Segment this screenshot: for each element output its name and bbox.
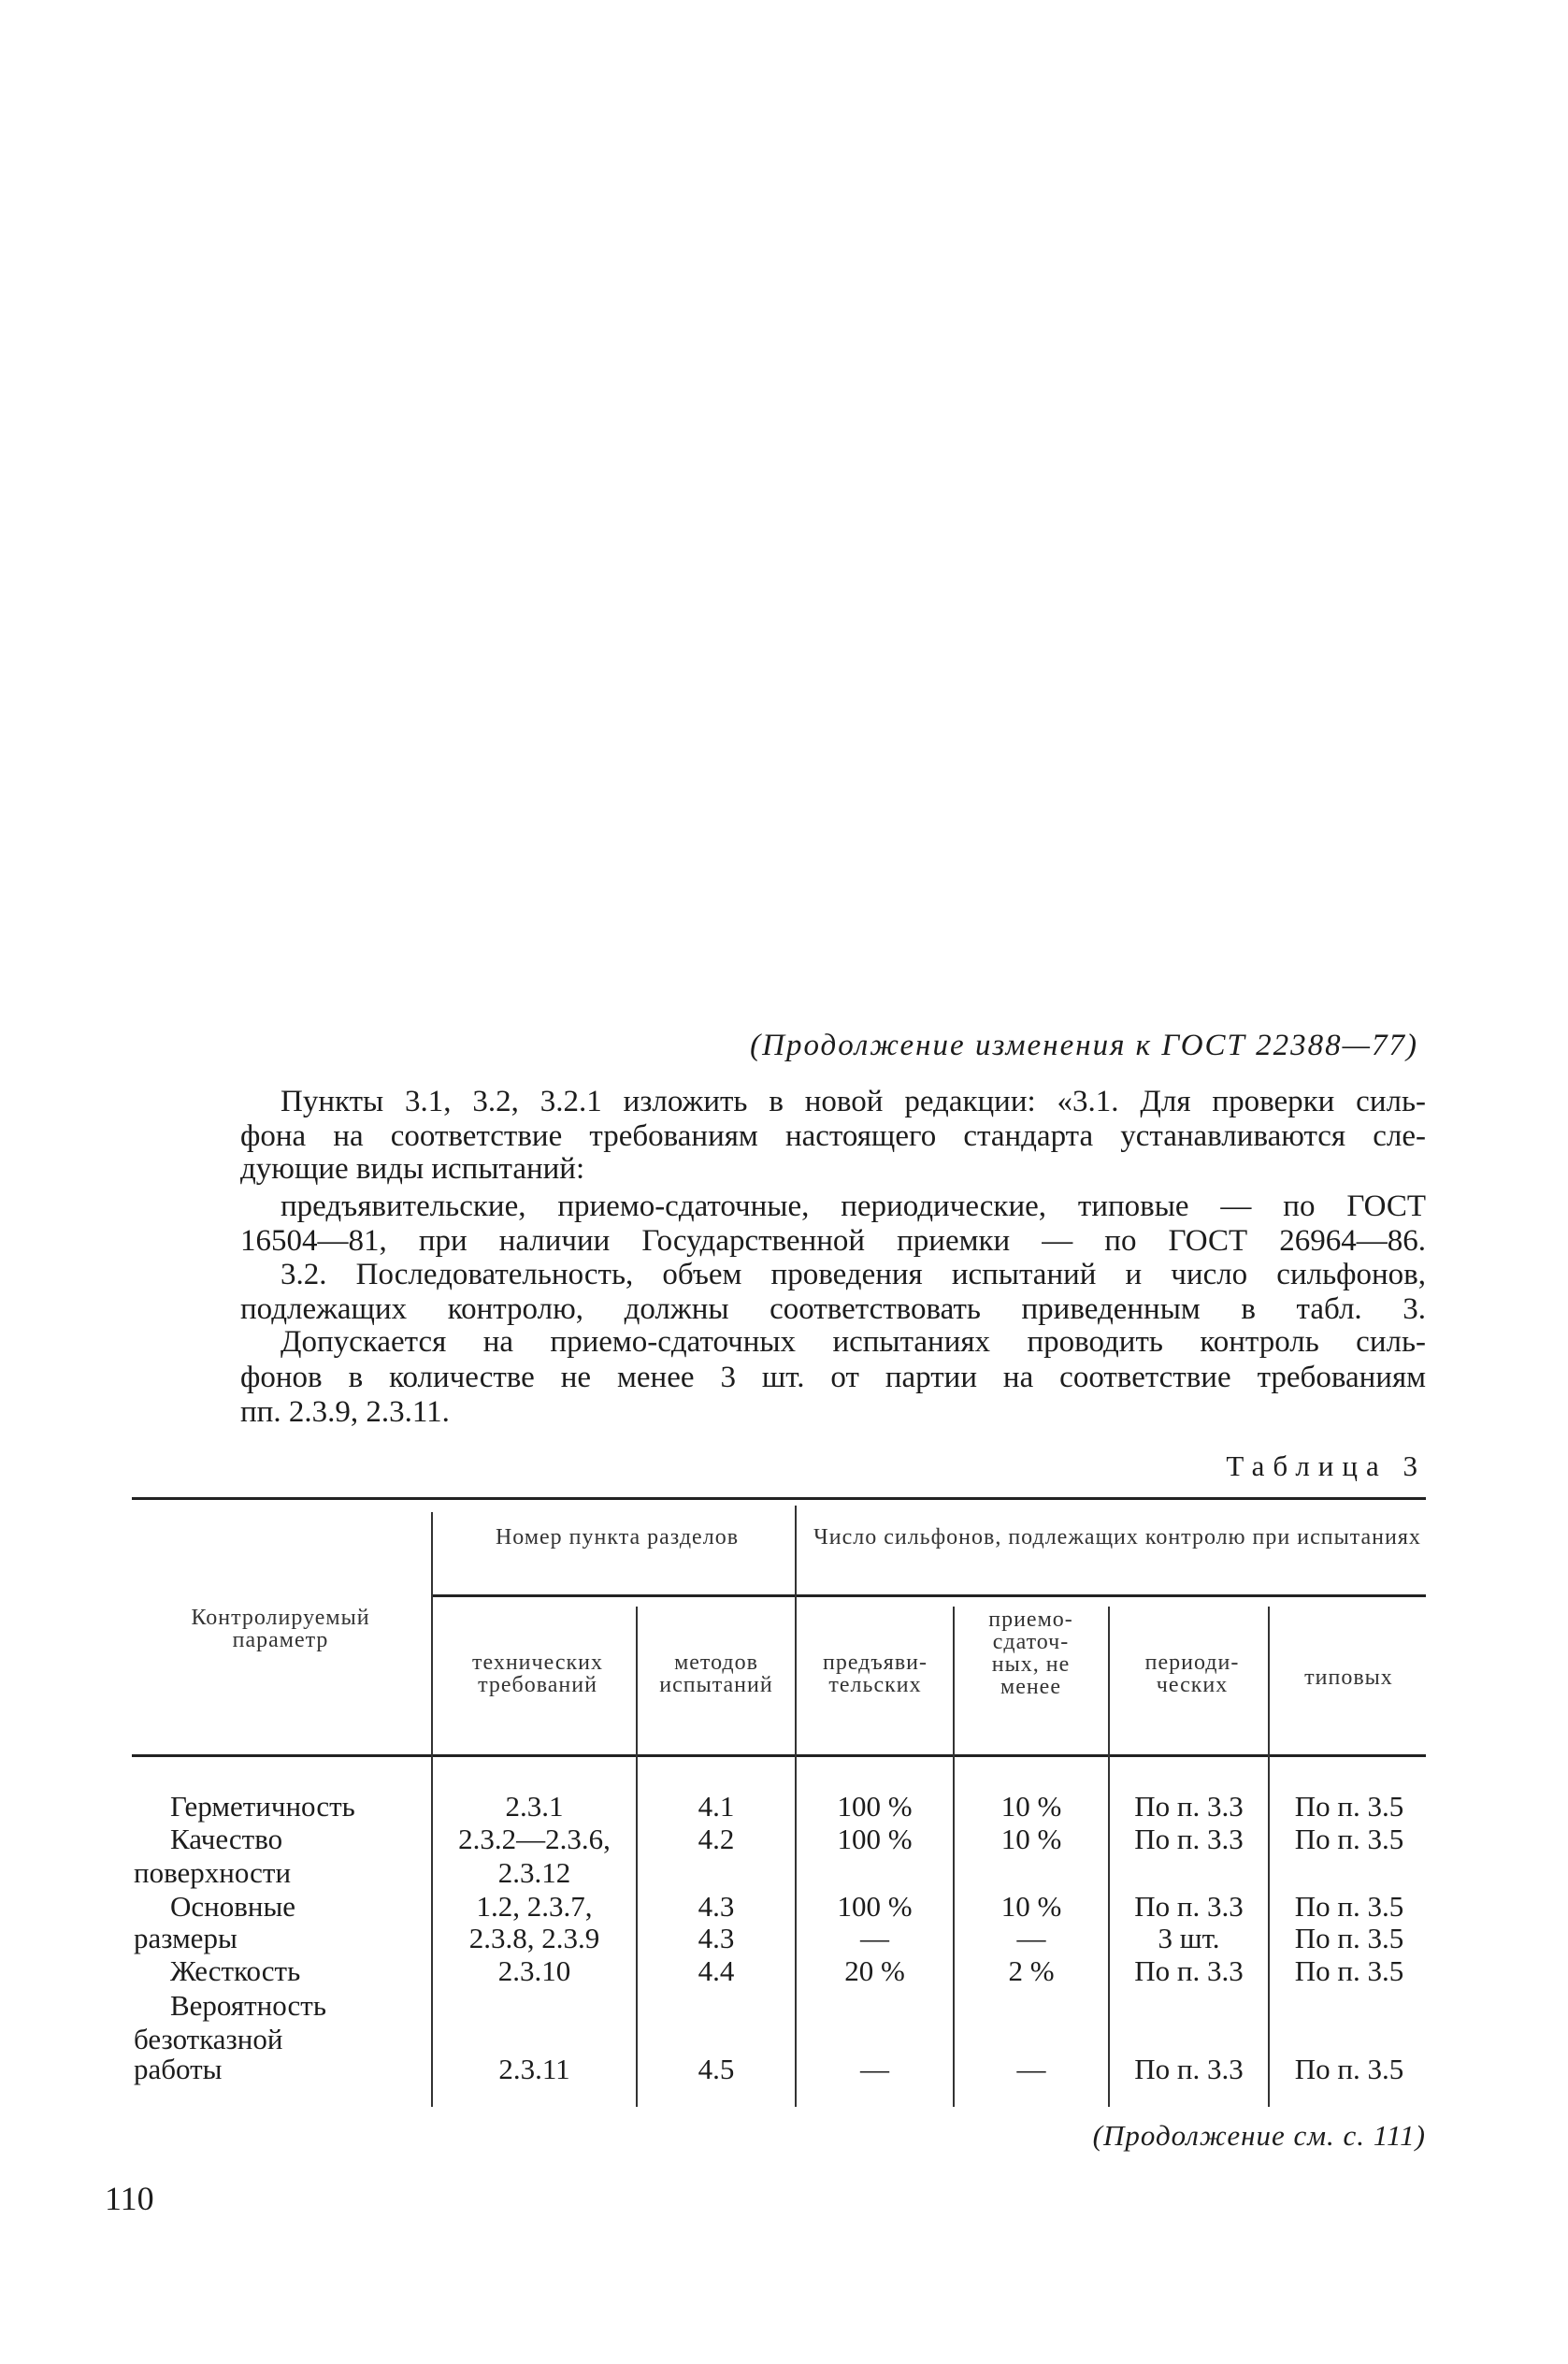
cell-periodic: По п. 3.3	[1134, 2053, 1244, 2085]
cell-tech-clause: 2.3.2—2.3.6,	[458, 1823, 611, 1855]
cell-method-clause: 4.3	[698, 1890, 735, 1923]
paragraph-line: фона на соответствие требованиям настоящего стандарта устанавливаются сле-	[240, 1119, 1426, 1153]
cell-method-clause: 4.4	[698, 1954, 735, 1987]
cell-type: По п. 3.5	[1294, 1954, 1404, 1987]
paragraph-line: дующие виды испытаний:	[240, 1152, 585, 1186]
cell-acceptance: —	[1016, 2053, 1046, 2085]
cell-periodic: 3 шт.	[1158, 1922, 1220, 1954]
table-top-rule	[132, 1497, 1426, 1500]
cell-method-clause: 4.3	[698, 1922, 735, 1954]
header-presentation: предъяви-тельских	[822, 1650, 928, 1697]
column-divider	[1108, 1607, 1110, 2107]
header-tech-requirements: технических требований	[472, 1650, 603, 1697]
cell-param: Вероятность	[170, 1989, 326, 2022]
cell-type: По п. 3.5	[1294, 1790, 1404, 1823]
cell-acceptance: 10 %	[1000, 1890, 1062, 1923]
paragraph-line: подлежащих контролю, должны соответствовать приведенным в табл. 3.	[240, 1292, 1426, 1326]
cell-method-clause: 4.1	[698, 1790, 735, 1823]
cell-tech-clause: 2.3.8, 2.3.9	[468, 1922, 600, 1954]
cell-method-clause: 4.2	[698, 1823, 735, 1855]
header-group-count: Число сильфонов, подлежащих контролю при испытаниях	[813, 1525, 1421, 1550]
column-divider	[1268, 1607, 1270, 2107]
header-mid-rule	[797, 1594, 1426, 1597]
header-group-clause-number: Номер пункта разделов	[495, 1525, 740, 1550]
cell-tech-clause: 2.3.11	[498, 2053, 570, 2085]
cell-tech-clause: 2.3.1	[505, 1790, 564, 1823]
cell-param: Основные	[170, 1890, 296, 1923]
cell-tech-clause: 2.3.12	[497, 1856, 571, 1889]
table-caption: Таблица 3	[1226, 1449, 1426, 1482]
cell-acceptance: 2 %	[1008, 1954, 1055, 1987]
cell-periodic: По п. 3.3	[1134, 1823, 1244, 1855]
cell-param: Герметичность	[170, 1790, 355, 1823]
continuation-header: (Продолжение изменения к ГОСТ 22388—77)	[750, 1029, 1418, 1062]
cell-tech-clause: 1.2, 2.3.7,	[476, 1890, 593, 1923]
cell-periodic: По п. 3.3	[1134, 1890, 1244, 1923]
header-param: Контролируемый параметр	[191, 1606, 370, 1652]
cell-param: Жесткость	[170, 1954, 301, 1987]
cell-param: работы	[134, 2053, 223, 2085]
header-bottom-rule	[132, 1754, 1426, 1757]
cell-periodic: По п. 3.3	[1134, 1954, 1244, 1987]
paragraph-line: 3.2. Последовательность, объем проведения испытаний и число сильфонов,	[281, 1258, 1426, 1291]
cell-presentation: 100 %	[837, 1890, 913, 1923]
cell-periodic: По п. 3.3	[1134, 1790, 1244, 1823]
column-divider	[953, 1607, 955, 2107]
paragraph-line: Пункты 3.1, 3.2, 3.2.1 изложить в новой редакции: «3.1. Для проверки силь-	[281, 1085, 1426, 1118]
cell-acceptance: 10 %	[1000, 1823, 1062, 1855]
cell-acceptance: —	[1016, 1922, 1046, 1954]
paragraph-line: пп. 2.3.9, 2.3.11.	[240, 1395, 450, 1429]
cell-param: Качество	[170, 1823, 283, 1855]
paragraph-line: Допускается на приемо-сдаточных испытаниях проводить контроль силь-	[281, 1325, 1426, 1359]
continuation-footer: (Продолжение см. с. 111)	[1092, 2119, 1426, 2152]
cell-presentation: 20 %	[844, 1954, 905, 1987]
paragraph-line: предъявительские, приемо-сдаточные, периодические, типовые — по ГОСТ	[281, 1189, 1426, 1223]
paragraph-line: 16504—81, при наличии Государственной приемки — по ГОСТ 26964—86.	[240, 1224, 1426, 1258]
header-mid-rule	[433, 1594, 795, 1597]
cell-acceptance: 10 %	[1000, 1790, 1062, 1823]
cell-tech-clause: 2.3.10	[497, 1954, 571, 1987]
cell-presentation: —	[860, 2053, 889, 2085]
cell-param: безотказной	[134, 2023, 283, 2055]
cell-type: По п. 3.5	[1294, 1823, 1404, 1855]
column-divider	[636, 1607, 638, 2107]
cell-type: По п. 3.5	[1294, 2053, 1404, 2085]
cell-presentation: 100 %	[837, 1823, 913, 1855]
cell-presentation: —	[860, 1922, 889, 1954]
cell-param: размеры	[134, 1922, 237, 1954]
header-acceptance: приемо-сдаточ-ных, не менее	[988, 1607, 1073, 1699]
cell-method-clause: 4.5	[698, 2053, 735, 2085]
cell-param: поверхности	[134, 1856, 292, 1889]
header-type: типовых	[1304, 1665, 1393, 1690]
page-number: 110	[105, 2180, 154, 2217]
cell-type: По п. 3.5	[1294, 1890, 1404, 1923]
cell-type: По п. 3.5	[1294, 1922, 1404, 1954]
cell-presentation: 100 %	[837, 1790, 913, 1823]
header-periodic: периоди-ческих	[1144, 1650, 1240, 1697]
header-test-methods: методов испытаний	[659, 1650, 773, 1697]
paragraph-line: фонов в количестве не менее 3 шт. от партии на соответствие требованиям	[240, 1361, 1426, 1394]
